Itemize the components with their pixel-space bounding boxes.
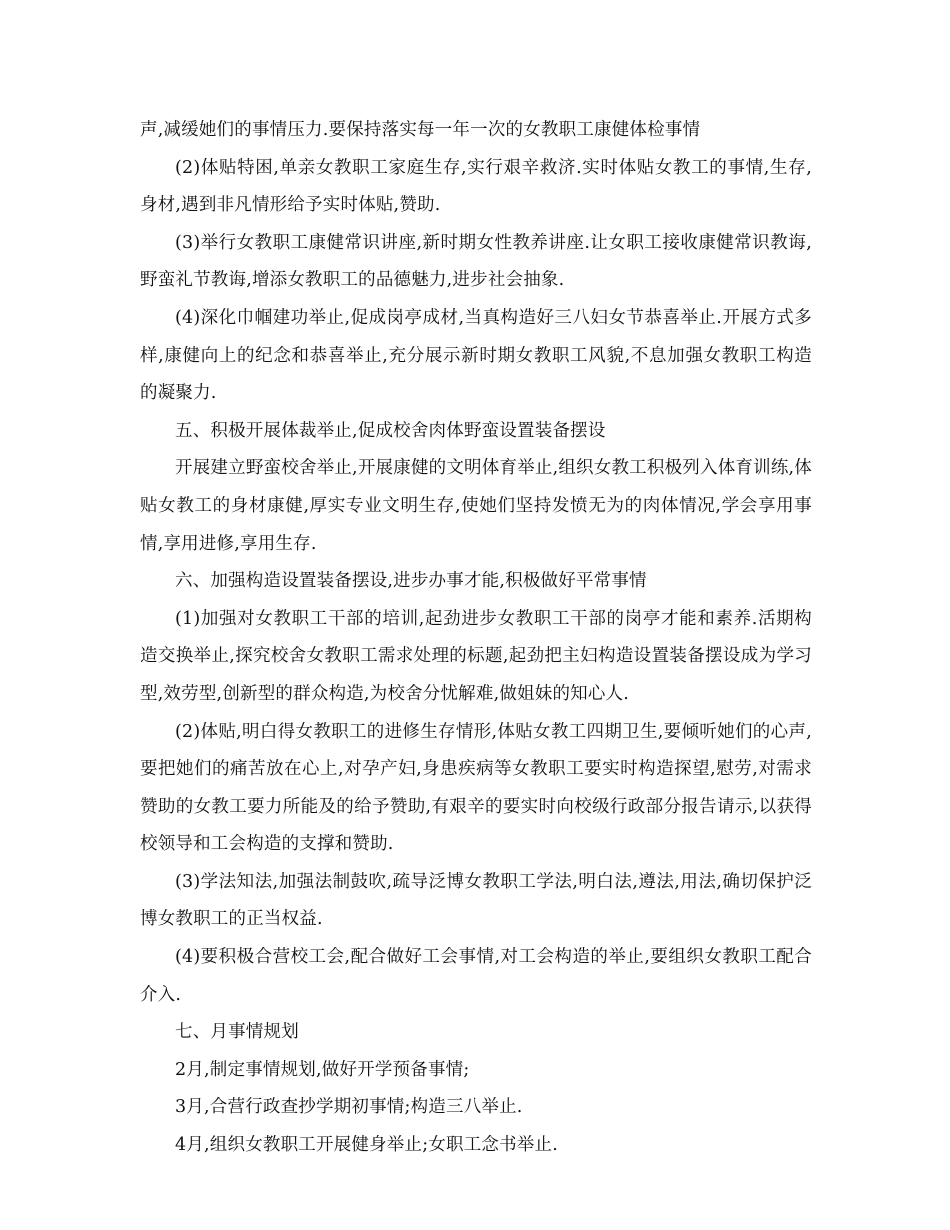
paragraph-10: (3)学法知法,加强法制鼓吹,疏导泛博女教职工学法,明白法,遵法,用法,确切保护泛博女教职工的正当权益. — [140, 871, 812, 930]
section-heading-7: 七、月事情规划 — [175, 1022, 299, 1043]
document-body — [140, 112, 812, 1165]
paragraph-11: (4)要积极合营校工会,配合做好工会事情,对工会构造的举止,要组织女教职工配合介入. — [140, 947, 812, 1005]
monthly-item-feb: 2月,制定事情规划,做好开学预备事情; — [175, 1059, 470, 1080]
section-heading-5: 五、积极开展体裁举止,促成校舍肉体野蛮设置装备摆设 — [175, 420, 606, 441]
paragraph-1: 声,减缓她们的事情压力.要保持落实每一年一次的女教职工康健体检事情 — [140, 120, 701, 140]
paragraph-2: (2)体贴特困,单亲女教职工家庭生存,实行艰辛救济.实时体贴女教工的事情,生存,身材,遇到非凡情形给予实时体贴,赞助. — [140, 157, 812, 216]
paragraph-6: 开展建立野蛮校舍举止,开展康健的文明体育举止,组织女教工积极列入体育训练,体贴女教工的身材康健,厚实专业文明生存,使她们坚持发愤无为的肉体情况,学会享用事情,享用进修,享用生存. — [140, 458, 812, 554]
paragraph-9: (2)体贴,明白得女教职工的进修生存情形,体贴女教工四期卫生,要倾听她们的心声,要把她们的痛苦放在心上,对孕产妇,身患疾病等女教职工要实时构造探望,慰劳,对需求赞助的女教工要力所能及的给予赞助,有艰辛的要实时向校级行政部分报告请示,以获得校领导和工会构造的支撑和赞助. — [140, 721, 812, 855]
monthly-item-mar: 3月,合营行政查抄学期初事情;构造三八举止. — [175, 1097, 523, 1118]
paragraph-4: (4)深化巾帼建功举止,促成岗亭成材,当真构造好三八妇女节恭喜举止.开展方式多样,康健向上的纪念和恭喜举止,充分展示新时期女教职工风貌,不息加强女教职工构造的凝聚力. — [140, 307, 812, 404]
paragraph-3: (3)举行女教职工康健常识讲座,新时期女性教养讲座.让女职工接收康健常识教诲,野蛮礼节教诲,增添女教职工的品德魅力,进步社会抽象. — [140, 232, 812, 291]
monthly-item-apr: 4月,组织女教职工开展健身举止;女职工念书举止. — [175, 1135, 558, 1156]
section-heading-6: 六、加强构造设置装备摆设,进步办事才能,积极做好平常事情 — [175, 571, 647, 592]
paragraph-8: (1)加强对女教职工干部的培训,起劲进步女教职工干部的岗亭才能和素养.活期构造交换举止,探究校舍女教职工需求处理的标题,起劲把主妇构造设置装备摆设成为学习型,效劳型,创新型的群众构造,为校舍分忧解难,做姐妹的知心人. — [140, 608, 812, 704]
